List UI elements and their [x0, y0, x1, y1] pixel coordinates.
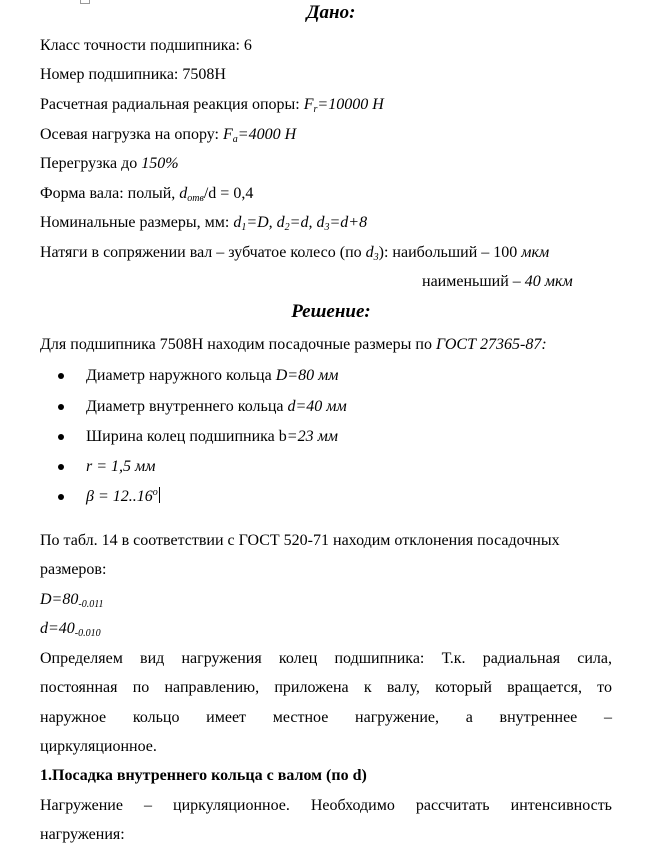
text-cursor: [159, 487, 160, 503]
load-paragraph-line3: [40, 708, 612, 728]
axial-value: =4000 Н: [237, 126, 297, 143]
word: внутреннее: [499, 709, 578, 726]
given-title: Дано:: [306, 2, 356, 23]
word: Нагружение: [40, 797, 123, 814]
final-paragraph-line1: [40, 796, 612, 816]
axial-label: Осевая нагрузка на опору:: [40, 126, 223, 143]
interference-d: d: [365, 244, 374, 261]
bullet-outer-diameter: [86, 366, 339, 386]
radial-label: Расчетная радиальная реакция опоры:: [40, 96, 304, 113]
ring-width-value: =23 мм: [286, 428, 338, 445]
word: рассчитать: [415, 797, 490, 814]
inner-deviation-main: d=40: [40, 620, 75, 637]
nominal-eq2: =d,: [289, 214, 317, 231]
word: по: [132, 679, 150, 696]
inner-deviation-sub: -0.010: [74, 628, 101, 639]
load-paragraph-line2: [40, 678, 612, 698]
outer-deviation-main: D=80: [40, 591, 79, 608]
word: –: [143, 797, 152, 814]
word: направлению,: [164, 679, 260, 696]
shaft-label: Форма вала: полый,: [40, 185, 180, 202]
axial-symbol: F: [222, 126, 233, 143]
final-paragraph-line2: нагружения:: [40, 826, 125, 843]
word: валу,: [386, 679, 420, 696]
bullet-radius: r = 1,5 мм: [86, 458, 156, 475]
degree-superscript: o: [152, 487, 158, 498]
word: наружное: [40, 709, 107, 726]
shaft-form-line: [40, 184, 253, 204]
intro-gost: ГОСТ 27365-87:: [435, 336, 547, 353]
nominal-sizes-line: [40, 213, 367, 233]
nominal-eq1: =D,: [246, 214, 277, 231]
outer-diameter-value: D=80 мм: [275, 367, 339, 384]
bullet-ring-width: [86, 427, 338, 447]
interference-min-label: наименьший –: [422, 273, 525, 290]
outer-deviation: [40, 590, 103, 610]
outer-deviation-sub: -0.011: [78, 599, 104, 610]
radial-subscript: r: [313, 104, 318, 115]
word: Необходимо: [310, 797, 395, 814]
angle-value: β = 12..16: [86, 488, 153, 505]
nominal-sub1: 1: [241, 222, 247, 233]
axial-load-line: [40, 125, 296, 145]
bullet-icon: [58, 464, 64, 470]
nominal-d1: d: [233, 214, 242, 231]
interference-max: ): наибольший – 100: [378, 244, 522, 261]
word: сила,: [577, 650, 612, 667]
bullet-icon: [58, 494, 64, 500]
word: то: [597, 679, 612, 696]
inner-deviation: [40, 619, 101, 639]
shaft-d-symbol: d: [179, 185, 188, 202]
table-ref-line1: По табл. 14 в соответствии с ГОСТ 520-71 находим отклонения посадочных: [40, 532, 560, 549]
word: нагружение,: [355, 709, 440, 726]
load-paragraph-line1: [40, 649, 612, 669]
shaft-subscript: отв: [187, 193, 204, 204]
interference-label: Натяги в сопряжении вал – зубчатое колесо (по: [40, 244, 366, 261]
inner-diameter-value: d=40 мм: [287, 398, 347, 415]
word: кольцо: [132, 709, 180, 726]
bearing-number-line: Номер подшипника: 7508H: [40, 66, 226, 83]
word: интенсивность: [510, 797, 612, 814]
nominal-d3: d: [316, 214, 325, 231]
solution-intro-line: [40, 335, 547, 355]
nominal-sub2: 2: [284, 222, 290, 233]
word: Определяем: [40, 650, 123, 667]
outer-diameter-label: Диаметр наружного кольца: [86, 367, 276, 384]
word: вид: [140, 650, 165, 667]
word: постоянная: [40, 679, 118, 696]
word: местное: [272, 709, 329, 726]
word: радиальная: [482, 650, 561, 667]
axial-subscript: a: [232, 134, 238, 145]
word: а: [465, 709, 473, 726]
bullet-inner-diameter: [86, 397, 347, 417]
intro-text: Для подшипника 7508H находим посадочные размеры по: [40, 336, 436, 353]
word: приложена: [274, 679, 349, 696]
word: нагружения: [181, 650, 262, 667]
bullet-icon: [58, 404, 64, 410]
interference-sub: 3: [373, 252, 379, 263]
overload-value: 150%: [141, 155, 179, 172]
word: вращается,: [507, 679, 582, 696]
word: колец: [278, 650, 318, 667]
word: имеет: [206, 709, 247, 726]
interference-line: [40, 243, 549, 263]
word: –: [603, 709, 612, 726]
radial-value: =10000 Н: [317, 96, 384, 113]
overload-line: [40, 154, 179, 174]
word: к: [363, 679, 372, 696]
word: циркуляционное.: [173, 797, 290, 814]
accuracy-class-line: Класс точности подшипника: 6: [40, 37, 252, 54]
interference-unit: мкм: [521, 244, 550, 261]
interference-min-value: 40 мкм: [524, 273, 573, 290]
nominal-label: Номинальные размеры, мм:: [40, 214, 234, 231]
word: который: [435, 679, 492, 696]
table-ref-line2: размеров:: [40, 561, 107, 578]
radial-reaction-line: [40, 95, 384, 115]
nominal-d2: d: [276, 214, 285, 231]
word: подшипника:: [334, 650, 425, 667]
load-paragraph-line4: циркуляционное.: [40, 738, 157, 755]
ring-width-label: Ширина колец подшипника b: [86, 428, 287, 445]
bullet-icon: [58, 373, 64, 379]
bullet-icon: [58, 434, 64, 440]
nominal-eq3: =d+8: [329, 214, 368, 231]
overload-label: Перегрузка до: [40, 155, 142, 172]
section1-heading: 1.Посадка внутреннего кольца с валом (по d): [40, 767, 367, 784]
shaft-ratio: /d = 0,4: [203, 185, 254, 202]
interference-min-line: [422, 272, 573, 292]
nominal-sub3: 3: [324, 222, 330, 233]
radial-symbol: F: [303, 96, 314, 113]
bullet-angle: [86, 487, 160, 507]
inner-diameter-label: Диаметр внутреннего кольца: [86, 398, 288, 415]
word: Т.к.: [441, 650, 466, 667]
solution-title: Решение:: [291, 301, 371, 322]
